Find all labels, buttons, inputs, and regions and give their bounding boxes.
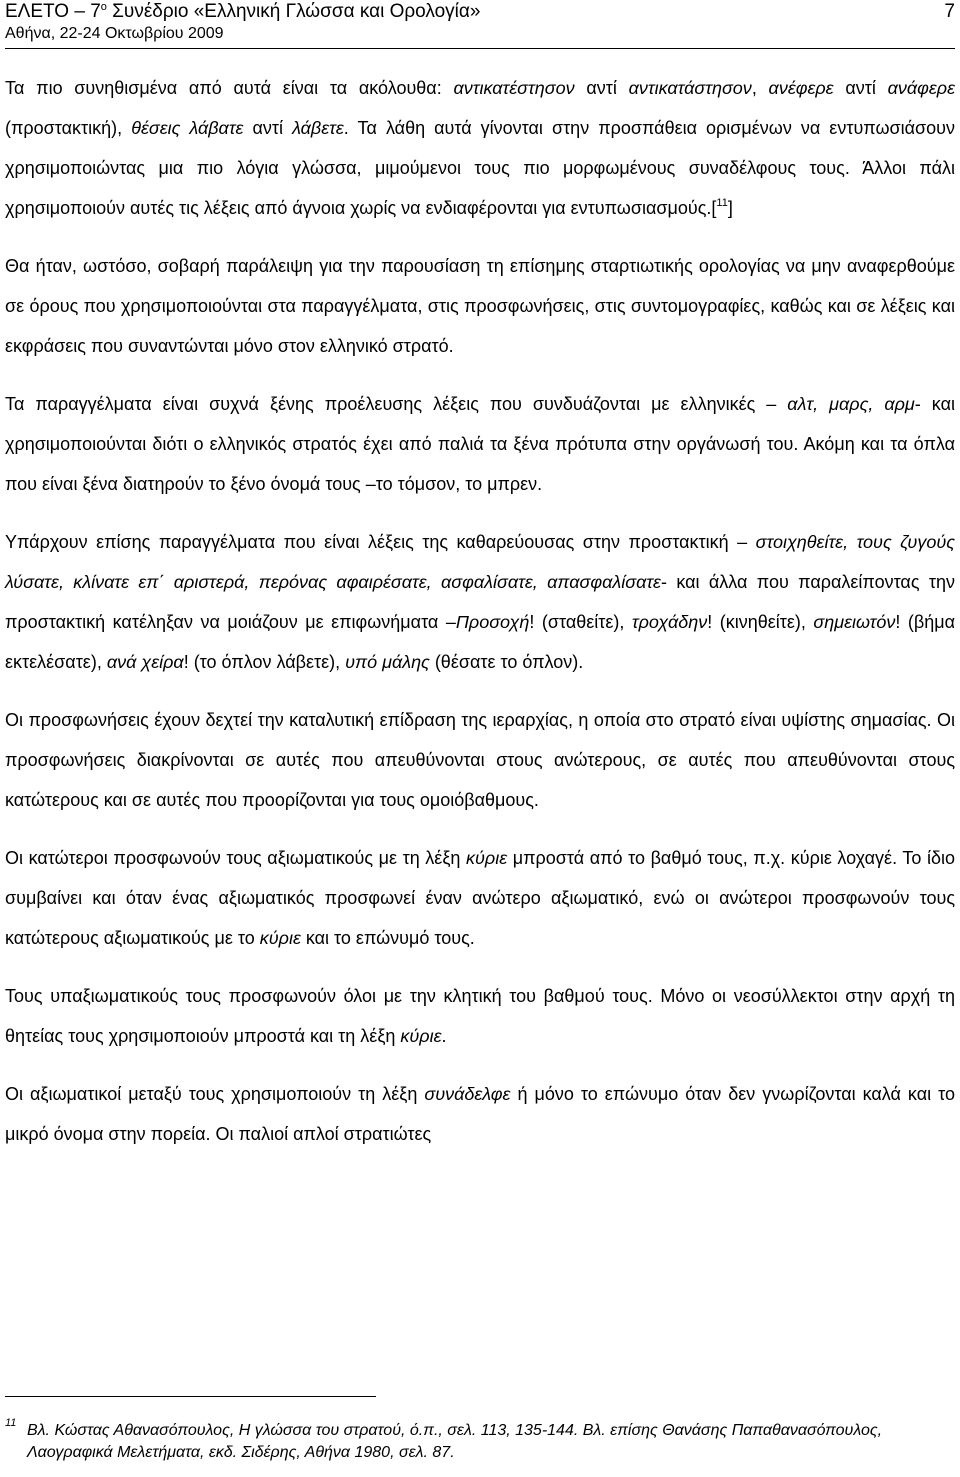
text-run: αντί <box>833 78 888 98</box>
text-run: αντί <box>243 118 293 138</box>
italic-term: Προσοχή <box>455 612 530 632</box>
text-run: ! (βήμα εκτελέσατε), <box>5 612 955 672</box>
italic-term: ανέφερε <box>768 78 834 98</box>
ordinal-superscript: ο <box>100 1 107 13</box>
footnote-ref: 11 <box>716 197 728 209</box>
italic-term: λάβετε <box>292 118 344 138</box>
italic-term: κύριε <box>400 1026 442 1046</box>
text-run: . <box>441 1026 447 1046</box>
text-run: - και χρησιμοποιούνται διότι ο ελληνικός στρατός έχει από παλιά τα ξένα πρότυπα στην οργάνωσή του. Ακόμη και τα όπλα που είναι ξένα διατηρούν το ξένο όνομά τους –το τόμσον, το μπρεν. <box>5 394 955 494</box>
text-run: Οι αξιωματικοί μεταξύ τους χρησιμοποιούν τη λέξη <box>5 1084 425 1104</box>
text-run: Τους υπαξιωματικούς τους προσφωνούν όλοι με την κλητική του βαθμού τους. Μόνο οι νεοσύλλεκτοι στην αρχή τη θητείας τους χρησιμοποιούν μπροστά και τη λέξη <box>5 986 955 1046</box>
italic-term: κύριε <box>465 848 508 868</box>
paragraph <box>5 1074 955 1154</box>
footnote-mark: 11 <box>5 1417 17 1429</box>
paragraph <box>5 976 955 1056</box>
paragraph <box>5 384 955 504</box>
paragraph <box>5 68 955 228</box>
text-run: Οι προσφωνήσεις έχουν δεχτεί την καταλυτική επίδραση της ιεραρχίας, η οποία στο στρατό είναι υψίστης σημασίας. Οι προσφωνήσεις διακρίνονται σε αυτές που απευθύνονται στους ανώτερους, σε αυτές που απευθύνονται στους κατώτερους και σε αυτές που προορίζονται για τους ομοιόβαθμους. <box>5 710 955 810</box>
text-run: αντί <box>574 78 629 98</box>
paragraph <box>5 838 955 958</box>
footnote-text: Βλ. Κώστας Αθανασόπουλος, Η γλώσσα του στρατού, ό.π., σελ. 113, 135-144. Βλ. επίσης Θανάσης Παπαθανασόπουλος, Λαογραφικά Μελετήματα, εκδ. Σιδέρης, Αθήνα 1980, σελ. 87. <box>27 1422 883 1461</box>
paragraph <box>5 246 955 366</box>
italic-term: αντικατάστησον <box>628 78 752 98</box>
text-run: Οι κατώτεροι προσφωνούν τους αξιωματικούς με τη λέξη <box>5 848 466 868</box>
text-run: , <box>751 78 769 98</box>
text-run: μπροστά από το βαθμό τους, π.χ. κύριε λοχαγέ. Το ίδιο συμβαίνει και όταν ένας αξιωματικός προσφωνεί έναν ανώτερο αξιωματικό, ενώ οι ανώτεροι προσφωνούν τους κατώτερους αξιωματικούς με το <box>5 848 955 948</box>
italic-term: στοιχηθείτε, τους ζυγούς λύσατε, κλίνατε επ΄ αριστερά, περόνας αφαιρέσατε, ασφαλίσατε, απασφαλίσατε <box>5 532 955 592</box>
footnote <box>5 1417 955 1464</box>
text-run: ! (κινηθείτε), <box>707 612 814 632</box>
italic-term: κύριε <box>259 928 301 948</box>
conference-title-part1: ΕΛΕΤΟ – 7 <box>5 1 101 22</box>
italic-term: ανάφερε <box>887 78 955 98</box>
italic-term: αντικατέστησον <box>453 78 575 98</box>
text-run: . Τα λάθη αυτά γίνονται στην προσπάθεια ορισμένων να εντυπωσιάσουν χρησιμοποιώντας μια πιο λόγια γλώσσα, μιμούμενοι τους πιο μορφωμένους συναδέλφους τους. Άλλοι πάλι χρησιμοποιούν αυτές τις λέξεις από άγνοια χωρίς να ενδιαφέρονται για εντυπωσιασμούς.[ <box>5 118 955 218</box>
text-run: ! (το όπλον λάβετε), <box>183 652 346 672</box>
text-run: ] <box>727 198 733 218</box>
running-header <box>5 0 955 49</box>
conference-location-date: Αθήνα, 22-24 Οκτωβρίου 2009 <box>5 25 224 42</box>
page-number: 7 <box>944 1 955 22</box>
text-run: Υπάρχουν επίσης παραγγέλματα που είναι λέξεις της καθαρεύουσας στην προστακτική – <box>5 532 756 552</box>
text-run: ! (σταθείτε), <box>529 612 632 632</box>
footnote-separator <box>5 1396 376 1397</box>
conference-title-part2: Συνέδριο «Ελληνική Γλώσσα και Ορολογία» <box>106 1 481 22</box>
italic-term: θέσεις λάβατε <box>131 118 244 138</box>
text-run: Τα παραγγέλματα είναι συχνά ξένης προέλευσης λέξεις που συνδυάζονται με ελληνικές – <box>5 394 788 414</box>
text-run: Θα ήταν, ωστόσο, σοβαρή παράλειψη για την παρουσίαση τη επίσημης σταρτιωτικής ορολογίας να μην αναφερθούμε σε όρους που χρησιμοποιούνται στα παραγγέλματα, στις προσφωνήσεις, στις συντομογραφίες, καθώς και σε λέξεις και εκφράσεις που συναντώνται μόνο στον ελληνικό στρατό. <box>5 256 955 356</box>
paragraph <box>5 700 955 820</box>
text-run: - και άλλα που παραλείποντας την προστακτική κατέληξαν να μοιάζουν με επιφωνήματα – <box>5 572 955 632</box>
italic-term: τροχάδην <box>631 612 708 632</box>
paragraph <box>5 522 955 682</box>
italic-term: ανά χείρα <box>106 652 184 672</box>
text-run: (προστακτική), <box>5 118 132 138</box>
text-run: Τα πιο συνηθισμένα από αυτά είναι τα ακόλουθα: <box>5 78 454 98</box>
italic-term: αλτ, μαρς, αρμ <box>787 394 915 414</box>
conference-title <box>5 1 480 23</box>
text-run: ή μόνο το επώνυμο όταν δεν γνωρίζονται καλά και το μικρό όνομα στην πορεία. Οι παλιοί απλοί στρατιώτες <box>5 1084 955 1144</box>
italic-term: σημειωτόν <box>813 612 896 632</box>
italic-term: συνάδελφε <box>424 1084 511 1104</box>
text-run: και το επώνυμό τους. <box>300 928 475 948</box>
text-run: (θέσατε το όπλον). <box>429 652 584 672</box>
body-text <box>5 68 955 1172</box>
italic-term: υπό μάλης <box>345 652 430 672</box>
